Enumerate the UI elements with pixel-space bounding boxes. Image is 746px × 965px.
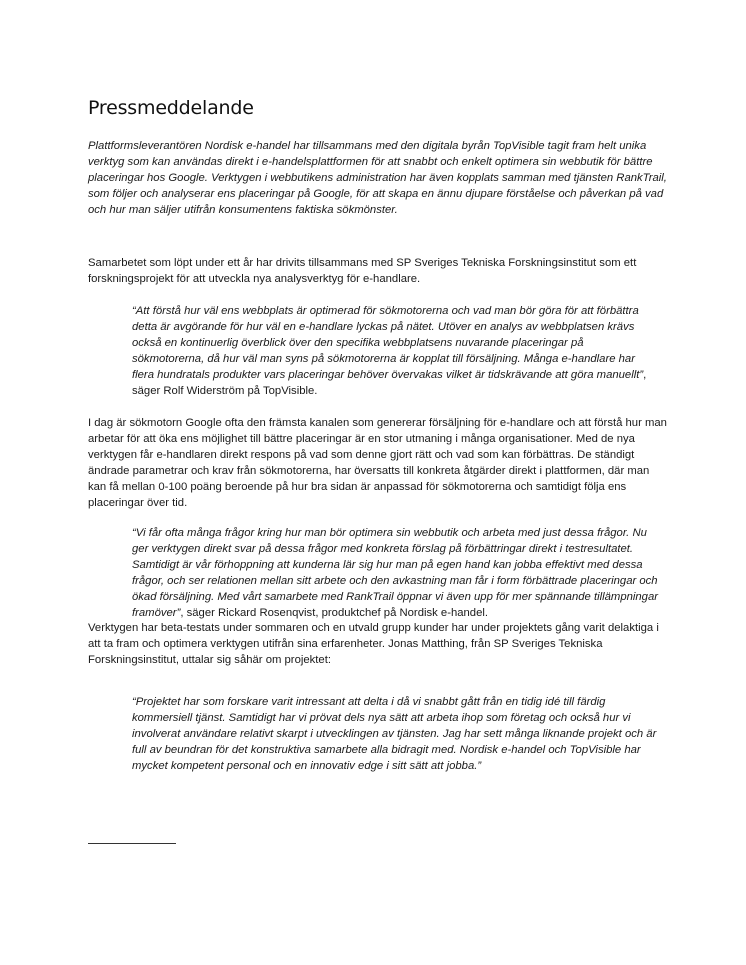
quote-1-text: “Att förstå hur väl ens webbplats är optimerad för sökmotorerna och vad man bör göra för att förbättra detta är avgörande för hur väl en e-handlare lyckas på nätet. Utöver en analys av webbplatsen krävs också en kontinuerlig överblick över den specifika webbplatsens nuvarande placeringar på sökmotorerna, då hur väl man syns på sökmotorerna är kopplat till försäljning. Många e-handlare har flera hundratals produkter vars placeringar behöver övervakas vilket är tidskrävande att göra manuellt”: [132, 305, 644, 381]
quote-1-attribution: , säger Rolf Widerström på TopVisible.: [132, 369, 647, 397]
body-paragraph-3: Verktygen har beta-testats under sommaren och en utvald grupp kunder har under projektets gång varit delaktiga i att ta fram och optimera verktygen utifrån sina erfarenheter. Jonas Matthing, från SP Sveriges Tekniska Forskningsinstitut, uttalar sig såhär om projektet:: [88, 622, 659, 666]
page-title: Pressmeddelande: [88, 97, 254, 119]
quote-2-text: “Vi får ofta många frågor kring hur man bör optimera sin webbutik och arbeta med just dessa frågor. Nu ger verktygen direkt svar på dessa frågor med konkreta förslag på förbättringar direkt i testresultatet. Samtidigt är vår förhoppning att kunderna lär sig hur man på egen hand kan jobba effektivt med dessa frågor, och ser relationen mellan sitt arbete och den avkastning man får i form förbättrade placeringar och ökad försäljning. Med vårt samarbete med RankTrail öppnar vi även upp för mer spännande tillämpningar framöver”: [132, 527, 659, 619]
intro-paragraph: Plattformsleverantören Nordisk e-handel har tillsammans med den digitala byrån TopVisible tagit fram helt unika verktyg som kan användas direkt i e-handelsplattformen för att snabbt och enkelt optimera sin webbutik för bättre placeringar hos Google. Verktygen i webbutikens administration har även kopplats samman med tjänsten RankTrail, som följer och analyserar ens placeringar på Google, för att skapa en ännu djupare förståelse och påverkan på vad och hur man säljer utifrån konsumentens faktiska sökmönster.: [88, 140, 667, 216]
quote-3-text: “Projektet har som forskare varit intressant att delta i då vi snabbt gått från en tidig idé till färdig kommersiell tjänst. Samtidigt har vi prövat dels nya sätt att arbeta ihop som företag och också hur vi involverat användare relativt skarpt i utvecklingen av tjänsten. Jag har sett många liknande projekt och är full av beundran för det konstruktiva samarbete alla bidragit med. Nordisk e-handel och TopVisible har mycket kompetent personal och en innovativ edge i sitt sätt att jobba.”: [132, 696, 657, 772]
footnote-divider: [88, 843, 176, 844]
quote-block-2: [132, 525, 658, 621]
body-paragraph-2: I dag är sökmotorn Google ofta den främsta kanalen som genererar försäljning för e-handlare och att förstå hur man arbetar för att öka ens möjlighet till bättre placeringar är en stor utmaning i många organisationer. Med de nya verktygen får e-handlaren direkt respons på vad som denne gjort rätt och vad som kan förbättras. De ständigt ändrade parametrar och krav från sökmotorerna, har översatts till konkreta åtgärder direkt i plattformen, där man kan få mellan 0-100 poäng beroende på hur bra sidan är anpassad för sökmotorerna och samtidigt följa ens placeringar över tid.: [88, 417, 667, 509]
quote-block-1: [132, 303, 658, 399]
quote-2-attribution: , säger Rickard Rosenqvist, produktchef på Nordisk e-handel.: [180, 607, 489, 619]
quote-block-3: [132, 694, 658, 774]
body-paragraph-1: Samarbetet som löpt under ett år har drivits tillsammans med SP Sveriges Tekniska Forskningsinstitut som ett forskningsprojekt för att utveckla nya analysverktyg för e-handlare.: [88, 257, 637, 285]
